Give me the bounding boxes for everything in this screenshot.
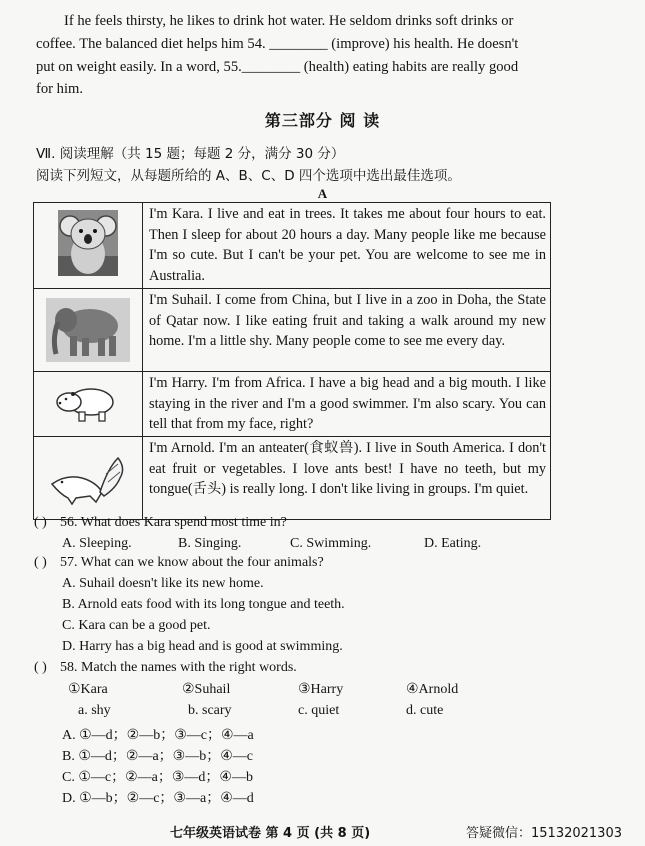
match-word-d: d. cute xyxy=(406,703,444,718)
match-name-arnold: ④Arnold xyxy=(406,682,459,697)
instruction-text: 阅读下列短文，从每题所给的 A、B、C、D 四个选项中选出最佳选项。 xyxy=(36,168,461,184)
question-56-option-c[interactable]: C. Swimming. xyxy=(290,536,372,551)
passage-label: A xyxy=(317,186,328,201)
animal-picture-cell xyxy=(34,436,143,519)
question-57-option-d[interactable]: D. Harry has a big head and is good at swimming. xyxy=(62,639,343,654)
anteater-icon xyxy=(34,437,142,519)
match-word-b: b. scary xyxy=(188,703,232,718)
animal-table xyxy=(33,202,551,520)
match-word-a: a. shy xyxy=(78,703,111,718)
table-row xyxy=(34,371,551,436)
answer-blank-56[interactable]: ( ) xyxy=(34,515,47,530)
question-57-option-a[interactable]: A. Suhail doesn't like its new home. xyxy=(62,576,264,591)
section-title: 第三部分 阅 读 xyxy=(264,111,381,130)
question-56-stem: ( ) 56. What does Kara spend most time in? xyxy=(34,515,287,530)
question-58-option-d[interactable]: D. ①—b；②—c；③—a；④—d xyxy=(62,791,254,806)
question-58-option-a[interactable]: A. ①—d；②—b；③—c；④—a xyxy=(62,728,254,743)
answer-blank-57[interactable]: ( ) xyxy=(34,555,47,570)
hippo-icon xyxy=(34,372,142,432)
animal-description: I'm Arnold. I'm an anteater(食蚁兽). I live in South America. I don't eat fruit or vegetables. I love ants best! I have no teeth, but my tongue(舌头) is really long. I don't like living in groups. I'm quiet. xyxy=(143,436,551,519)
table-row xyxy=(34,436,551,519)
koala-icon xyxy=(34,203,142,283)
animal-description: I'm Harry. I'm from Africa. I have a big head and a big mouth. I like staying in the river and I'm a good swimmer. I'm also scary. You can tell that from my face, right? xyxy=(143,371,551,436)
answer-blank-58[interactable]: ( ) xyxy=(34,660,47,675)
animal-picture-cell xyxy=(34,203,143,289)
page-number-label: 七年级英语试卷 第 4 页 (共 8 页) xyxy=(170,826,371,841)
intro-line-1: If he feels thirsty, he likes to drink hot water. He seldom drinks soft drinks or xyxy=(64,13,514,29)
section-heading: Ⅶ. 阅读理解（共 15 题；每题 2 分，满分 30 分） xyxy=(36,146,345,162)
table-row xyxy=(34,203,551,289)
question-56-option-d[interactable]: D. Eating. xyxy=(424,536,482,551)
question-58-option-b[interactable]: B. ①—d；②—a；③—b；④—c xyxy=(62,749,253,764)
intro-line-2: coffee. The balanced diet helps him 54. ________ (improve) his health. He doesn't xyxy=(36,36,519,52)
question-56-option-b[interactable]: B. Singing. xyxy=(178,536,242,551)
table-row xyxy=(34,288,551,371)
animal-picture-cell xyxy=(34,371,143,436)
match-word-c: c. quiet xyxy=(298,703,340,718)
match-name-kara: ①Kara xyxy=(68,682,108,697)
animal-picture-cell xyxy=(34,288,143,371)
question-57-option-c[interactable]: C. Kara can be a good pet. xyxy=(62,618,211,633)
match-name-suhail: ②Suhail xyxy=(182,682,231,697)
match-name-harry: ③Harry xyxy=(298,682,344,697)
question-56-option-a[interactable]: A. Sleeping. xyxy=(62,536,132,551)
animal-description: I'm Kara. I live and eat in trees. It takes me about four hours to eat. Then I sleep for about 20 hours a day. Many people like me because I'm so cute. But I can't be your pet. You are welcome to see me in Australia. xyxy=(143,203,551,289)
intro-line-4: for him. xyxy=(36,81,84,97)
question-57-stem: ( ) 57. What can we know about the four animals? xyxy=(34,555,324,570)
intro-line-3: put on weight easily. In a word, 55.________ (health) eating habits are really good xyxy=(36,59,519,75)
animal-description: I'm Suhail. I come from China, but I live in a zoo in Doha, the State of Qatar now. I like eating fruit and taking a walk around my new home. I'm a little shy. Many people come to see me every day. xyxy=(143,288,551,371)
question-58-option-c[interactable]: C. ①—c；②—a；③—d；④—b xyxy=(62,770,253,785)
contact-info: 答疑微信：15132021303 xyxy=(466,826,622,841)
elephant-icon xyxy=(34,289,142,371)
question-57-option-b[interactable]: B. Arnold eats food with its long tongue and teeth. xyxy=(62,597,345,612)
question-58-stem: ( ) 58. Match the names with the right words. xyxy=(34,660,297,675)
